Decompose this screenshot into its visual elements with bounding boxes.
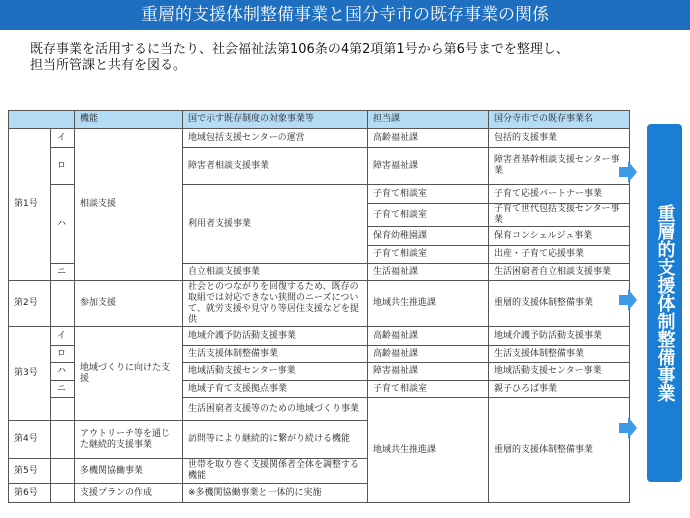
dept-cell: 地域共生推進課 [368, 398, 489, 503]
sub-cell: ハ [51, 363, 75, 381]
city-cell: 生活支援体制整備事業 [489, 346, 630, 363]
city-cell: 出産・子育て応援事業 [489, 246, 630, 264]
item-cell: 地域子育て支援拠点事業 [183, 381, 368, 398]
city-cell: 子育て世代包括支援センター事業 [489, 204, 630, 227]
sub-cell: ハ [51, 185, 75, 264]
sub-cell [51, 484, 75, 503]
relation-table [8, 110, 630, 503]
city-cell: 重層的支援体制整備事業 [489, 398, 630, 503]
header-blank [9, 111, 75, 129]
city-cell: 障害者基幹相談支援センター事業 [489, 148, 630, 185]
no-cell: 第1号 [9, 129, 51, 281]
item-cell: 地域介護予防活動支援事業 [183, 327, 368, 346]
dept-cell: 障害福祉課 [368, 148, 489, 185]
sub-cell: イ [51, 129, 75, 148]
city-cell: 生活困窮者自立相談支援事業 [489, 264, 630, 281]
item-cell: 生活困窮者支援等のための地域づくり事業 [183, 398, 368, 421]
item-cell: ※多機関協働事業と一体的に実施 [183, 484, 368, 503]
city-cell: 子育て応援パートナー事業 [489, 185, 630, 204]
no-cell: 第6号 [9, 484, 51, 503]
dept-cell: 子育て相談室 [368, 381, 489, 398]
city-cell: 地域介護予防活動支援事業 [489, 327, 630, 346]
sub-cell [51, 459, 75, 484]
no-cell: 第5号 [9, 459, 51, 484]
dept-cell: 子育て相談室 [368, 185, 489, 204]
sub-cell: ニ [51, 381, 75, 398]
sub-cell [51, 398, 75, 421]
item-cell: 生活支援体制整備事業 [183, 346, 368, 363]
table-row [9, 281, 630, 327]
subtitle-line: 既存事業を活用するに当たり、社会福祉法第106条の4第2項第1号から第6号までを整理し、 [30, 42, 569, 57]
dept-cell: 子育て相談室 [368, 246, 489, 264]
table-row [9, 327, 630, 346]
header-func: 機能 [75, 111, 183, 129]
item-cell: 地域包括支援センターの運営 [183, 129, 368, 148]
dept-cell: 高齢福祉課 [368, 327, 489, 346]
item-cell: 利用者支援事業 [183, 185, 368, 264]
func-cell: 相談支援 [75, 129, 183, 281]
subtitle-line: 担当所管課と共有を図る。 [30, 58, 187, 73]
city-cell: 保育コンシェルジュ事業 [489, 227, 630, 246]
sub-cell [51, 281, 75, 327]
no-cell: 第2号 [9, 281, 51, 327]
city-cell: 包括的支援事業 [489, 129, 630, 148]
city-cell: 親子ひろば事業 [489, 381, 630, 398]
func-cell: 参加支援 [75, 281, 183, 327]
header-dept: 担当課 [368, 111, 489, 129]
side-label: 重層的支援体制整備事業 [647, 124, 682, 482]
dept-cell: 子育て相談室 [368, 204, 489, 227]
func-cell: アウトリーチ等を通じた継続的支援事業 [75, 421, 183, 459]
item-cell: 地域活動支援センター事業 [183, 363, 368, 381]
item-cell: 自立相談支援事業 [183, 264, 368, 281]
item-cell: 世帯を取り巻く支援関係者全体を調整する機能 [183, 459, 368, 484]
func-cell: 支援プランの作成 [75, 484, 183, 503]
subtitle [30, 42, 569, 74]
header-city: 国分寺市での既存事業名 [489, 111, 630, 129]
sub-cell: ロ [51, 346, 75, 363]
sub-cell [51, 421, 75, 459]
header-row [9, 111, 630, 129]
item-cell: 障害者相談支援事業 [183, 148, 368, 185]
arrow-right-icon [628, 161, 637, 183]
dept-cell: 保育幼稚園課 [368, 227, 489, 246]
dept-cell: 高齢福祉課 [368, 346, 489, 363]
item-cell: 社会とのつながりを回復するため、既存の取組では対応できない狭間のニーズについて、就労支援や見守り等居住支援などを提供 [183, 281, 368, 327]
sub-cell: ニ [51, 264, 75, 281]
header-item: 国で示す既存制度の対象事業等 [183, 111, 368, 129]
no-cell: 第4号 [9, 421, 51, 459]
page-title: 重層的支援体制整備事業と国分寺市の既存事業の関係 [0, 0, 690, 30]
func-cell: 地域づくりに向けた支援 [75, 327, 183, 421]
no-cell: 第3号 [9, 327, 51, 421]
city-cell: 地域活動支援センター事業 [489, 363, 630, 381]
arrow-right-icon [628, 289, 637, 311]
sub-cell: イ [51, 327, 75, 346]
dept-cell: 障害福祉課 [368, 363, 489, 381]
arrow-right-icon [628, 417, 637, 439]
city-cell: 重層的支援体制整備事業 [489, 281, 630, 327]
dept-cell: 地域共生推進課 [368, 281, 489, 327]
dept-cell: 高齢福祉課 [368, 129, 489, 148]
func-cell: 多機関協働事業 [75, 459, 183, 484]
dept-cell: 生活福祉課 [368, 264, 489, 281]
sub-cell: ロ [51, 148, 75, 185]
item-cell: 訪問等により継続的に繋がり続ける機能 [183, 421, 368, 459]
table-row [9, 129, 630, 148]
